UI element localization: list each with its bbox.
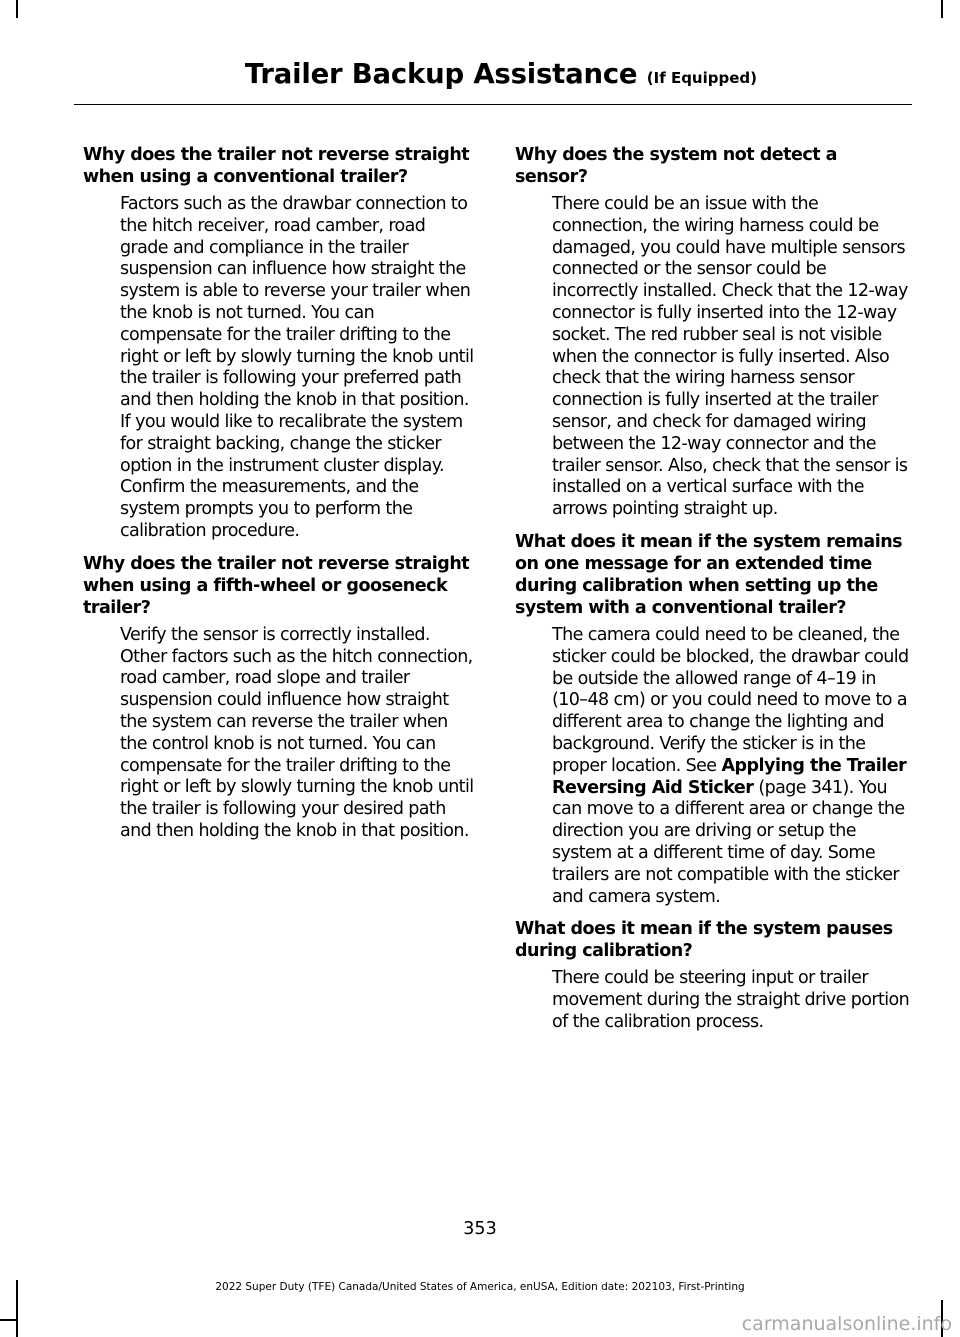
faq-question: Why does the trailer not reverse straight when using a fifth-wheel or gooseneck trailer? xyxy=(83,553,470,618)
faq-item xyxy=(83,553,478,843)
crop-mark-top-left xyxy=(16,0,18,18)
header-subtitle: (If Equipped) xyxy=(646,69,757,87)
answer-text: You can move to a different area or change the direction you are driving or setup the system at a different time of day. Some trailers are not compatible with the sticker and camera system. xyxy=(552,777,905,907)
faq-question: Why does the system not detect a sensor? xyxy=(515,145,837,187)
answer-text: The camera could need to be cleaned, the sticker could be blocked, the drawbar could be outside the allowed range of 4–19 in (10–48 cm) or you could need to move to a different area to change the lighting and background. Verify the sticker is in the proper location. See xyxy=(552,624,909,776)
faq-item xyxy=(515,918,912,1033)
faq-answer: Factors such as the drawbar connection to the hitch receiver, road camber, road grade and compliance in the trailer suspension can influence how straight the system is able to reverse your trailer when the knob is not turned. You can compensate for the trailer drifting to the right or left by slowly turning the knob until the trailer is following your preferred path and then holding the knob in that position. If you would like to recalibrate the system for straight backing, change the sticker option in the instrument cluster display. Confirm the measurements, and the system prompts you to perform the calibration procedure. xyxy=(120,194,474,541)
faq-item xyxy=(515,531,912,908)
header-title-text: Trailer Backup Assistance xyxy=(244,58,638,90)
faq-answer: There could be steering input or trailer movement during the straight drive portion of the calibration process. xyxy=(552,968,910,1032)
right-column xyxy=(515,144,912,1044)
faq-item xyxy=(515,144,912,521)
watermark: carmanualsonline.info xyxy=(741,1313,952,1335)
page-number: 353 xyxy=(463,1219,497,1239)
page-header-title xyxy=(245,58,757,90)
footer-edition-info: 2022 Super Duty (TFE) Canada/United States of America, enUSA, Edition date: 202103, First-Printing xyxy=(215,1281,745,1293)
faq-answer: Verify the sensor is correctly installed. Other factors such as the hitch connection, road camber, road slope and trailer suspension could influence how straight the system can reverse the trailer when the control knob is not turned. You can compensate for the trailer drifting to the right or left by slowly turning the knob until the trailer is following your desired path and then holding the knob in that position. xyxy=(120,624,474,841)
page-reference: (page 341). xyxy=(758,777,854,798)
faq-question: What does it mean if the system remains on one message for an extended time during calibration when setting up the system with a conventional trailer? xyxy=(515,531,903,618)
left-column xyxy=(83,144,478,853)
faq-question: What does it mean if the system pauses during calibration? xyxy=(515,919,893,962)
faq-question: Why does the trailer not reverse straight when using a conventional trailer? xyxy=(83,145,470,187)
faq-answer: There could be an issue with the connection, the wiring harness could be damaged, you could have multiple sensors connected or the sensor could be incorrectly installed. Check that the 12-way connector is fully inserted into the 12-way socket. The red rubber seal is not visible when the connector is fully inserted. Also check that the wiring harness sensor connection is fully inserted at the trailer sensor, and check for damaged wiring between the 12-way connector and the trailer sensor. Also, check that the sensor is installed on a vertical surface with the arrows pointing straight up. xyxy=(552,194,908,520)
cross-reference-link[interactable]: Applying the Trailer Reversing Aid Sticker xyxy=(552,755,907,798)
faq-item xyxy=(83,144,478,543)
faq-answer xyxy=(515,625,912,908)
header-rule xyxy=(74,104,912,105)
crop-mark-top-right xyxy=(941,0,943,18)
crop-mark-bottom-left-h xyxy=(0,1319,18,1321)
